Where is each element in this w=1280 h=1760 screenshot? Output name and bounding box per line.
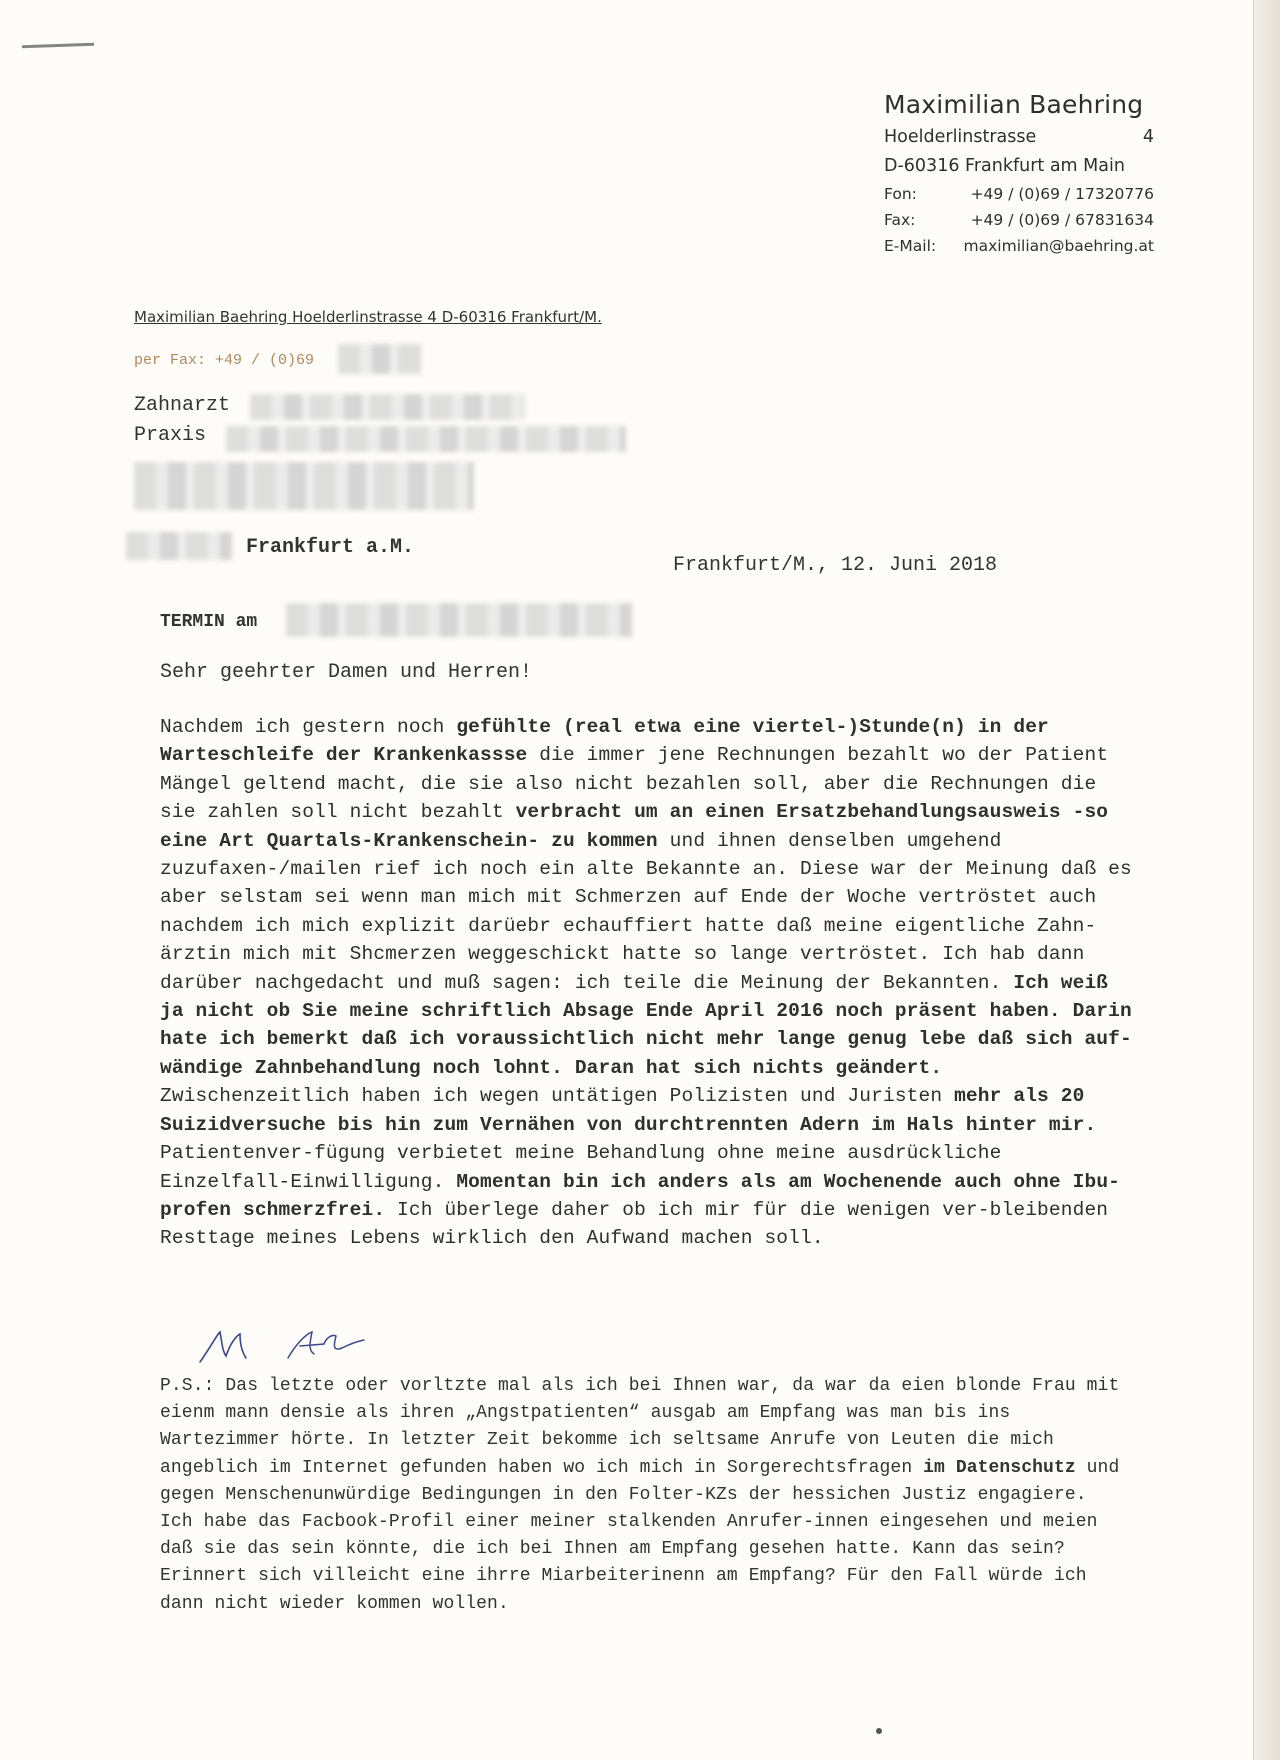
salutation: Sehr geehrter Damen und Herren!	[160, 661, 533, 684]
sender-city-row	[884, 156, 1154, 185]
body-text-segment: Zwischenzeitlich haben ich wegen untätigen Polizisten und Juristen	[160, 1085, 955, 1108]
email-label: E-Mail:	[884, 237, 937, 255]
phone-value: +49 / (0)69 / 17320776	[970, 185, 1154, 203]
body-text-segment: und ihnen denselben umgehend zuzufaxen-/mailen rief ich noch ein alte Bekannte an. Diese war der Meinung daß es aber selstam sei wenn man mich mit Schmerzen auf Ende der Woche vertröstet auch nachdem ich mich explizit darüebr echauffiert hatte daß meine eigentliche Zahn-ärztin mich mit Shcmerzen weggeschickt hatte so lange vertröstet. Ich hab dann darüber nachgedacht und muß sagen: ich teile die Meinung der Bekannten.	[160, 829, 1132, 994]
ps-bold-segment: im Datenschutz	[923, 1457, 1076, 1478]
sender-fax-row	[884, 211, 1154, 237]
body-bold-segment: gefühlte (real etwa eine viertel-)Stunde(n) in der Warteschleife der Krankenkassse	[160, 716, 1049, 767]
body-bold-segment: Ich weiß ja nicht ob Sie meine schriftlich Absage Ende April 2016 noch präsent haben. Darin hate ich bemerkt daß ich voraussichtlich nicht mehr lange genug lebe daß sich auf-wändige Zahnbehandlung noch lohnt. Daran hat sich nichts geändert.	[160, 971, 1132, 1079]
ps-text-segment: P.S.: Das letzte oder vorltzte mal als ich bei Ihnen war, da war da eien blonde Frau mit eienm mann densie als ihren „Angstpatienten“ ausgab am Empfang was man bis ins Wartezimmer hörte. In letzter Zeit bekomme ich seltsame Anrufe von Leuten die mich angeblich im Internet gefunden haben wo ich mich in Sorgerechtsfragen	[160, 1376, 1120, 1478]
fax-label: Fax:	[884, 211, 916, 229]
redaction-blur	[226, 426, 626, 452]
body-text-segment: Ich überlege daher ob ich mir für die wenigen ver-bleibenden Resttage meines Lebens wirklich den Aufwand machen soll.	[160, 1198, 1109, 1250]
recipient-line-2: Praxis	[134, 424, 207, 447]
letter-date: Frankfurt/M., 12. Juni 2018	[673, 554, 998, 577]
recipient-city: Frankfurt a.M.	[246, 536, 415, 559]
body-text-segment: die immer jene Rechnungen bezahlt wo der Patient Mängel geltend macht, die sie also nicht bezahlen soll, aber die Rechnungen die sie zahlen soll nicht bezahlt	[160, 744, 1109, 824]
subject-line: TERMIN am	[160, 612, 258, 632]
fax-routing-line: per Fax: +49 / (0)69	[134, 352, 315, 369]
body-bold-segment: Momentan bin ich anders als am Wochenende auch ohne Ibu-profen schmerzfrei.	[160, 1170, 1121, 1221]
sender-name: Maximilian Baehring	[884, 90, 1144, 119]
sender-phone-row	[884, 185, 1154, 211]
recipient-line-1: Zahnarzt	[134, 394, 231, 417]
ink-speck	[876, 1728, 882, 1734]
phone-label: Fon:	[884, 185, 917, 203]
sender-letterhead	[884, 90, 1154, 263]
fax-value: +49 / (0)69 / 67831634	[970, 211, 1154, 229]
letter-body	[160, 713, 1140, 1253]
redaction-blur	[134, 462, 474, 510]
sender-street-row	[884, 127, 1154, 156]
ps-text-segment: und gegen Menschenunwürdige Bedingungen in den Folter-KZs der hessichen Justiz engagiere. Ich habe das Facbook-Profil einer meiner stalkenden Anrufer-innen eingesehen und meien daß sie das sein könnte, die ich bei Ihnen am Empfang gesehen hatte. Kann das sein? Erinnert sich villeicht eine ihrre Miarbeiterinenn am Empfang? Für den Fall würde ich dann nicht wieder kommen wollen.	[160, 1457, 1120, 1614]
paper-edge	[1253, 0, 1280, 1760]
postscript	[160, 1373, 1120, 1618]
body-bold-segment: mehr als 20 Suizidversuche bis hin zum Vernähen von durchtrennten Adern im Hals hinter mir.	[160, 1085, 1097, 1136]
sender-city: D-60316 Frankfurt am Main	[884, 156, 1125, 176]
sender-house-number: 4	[1142, 127, 1154, 147]
return-address-line: Maximilian Baehring Hoelderlinstrasse 4 D-60316 Frankfurt/M.	[134, 308, 602, 326]
redaction-blur	[286, 603, 632, 637]
redaction-blur	[250, 394, 525, 420]
sender-street: Hoelderlinstrasse	[884, 127, 1037, 147]
email-value: maximilian@baehring.at	[963, 237, 1154, 255]
body-text-segment: Patientenver-fügung verbietet meine Behandlung ohne meine ausdrückliche Einzelfall-Einwilligung.	[160, 1142, 1002, 1193]
handwritten-signature	[196, 1318, 396, 1378]
redaction-blur	[126, 532, 232, 560]
body-bold-segment: verbracht um an einen Ersatzbehandlungsausweis -so eine Art Quartals-Krankenschein- zu kommen	[160, 801, 1109, 852]
sender-email-row	[884, 237, 1154, 263]
redaction-blur	[338, 344, 422, 374]
body-text-segment: Nachdem ich gestern noch	[160, 716, 457, 738]
